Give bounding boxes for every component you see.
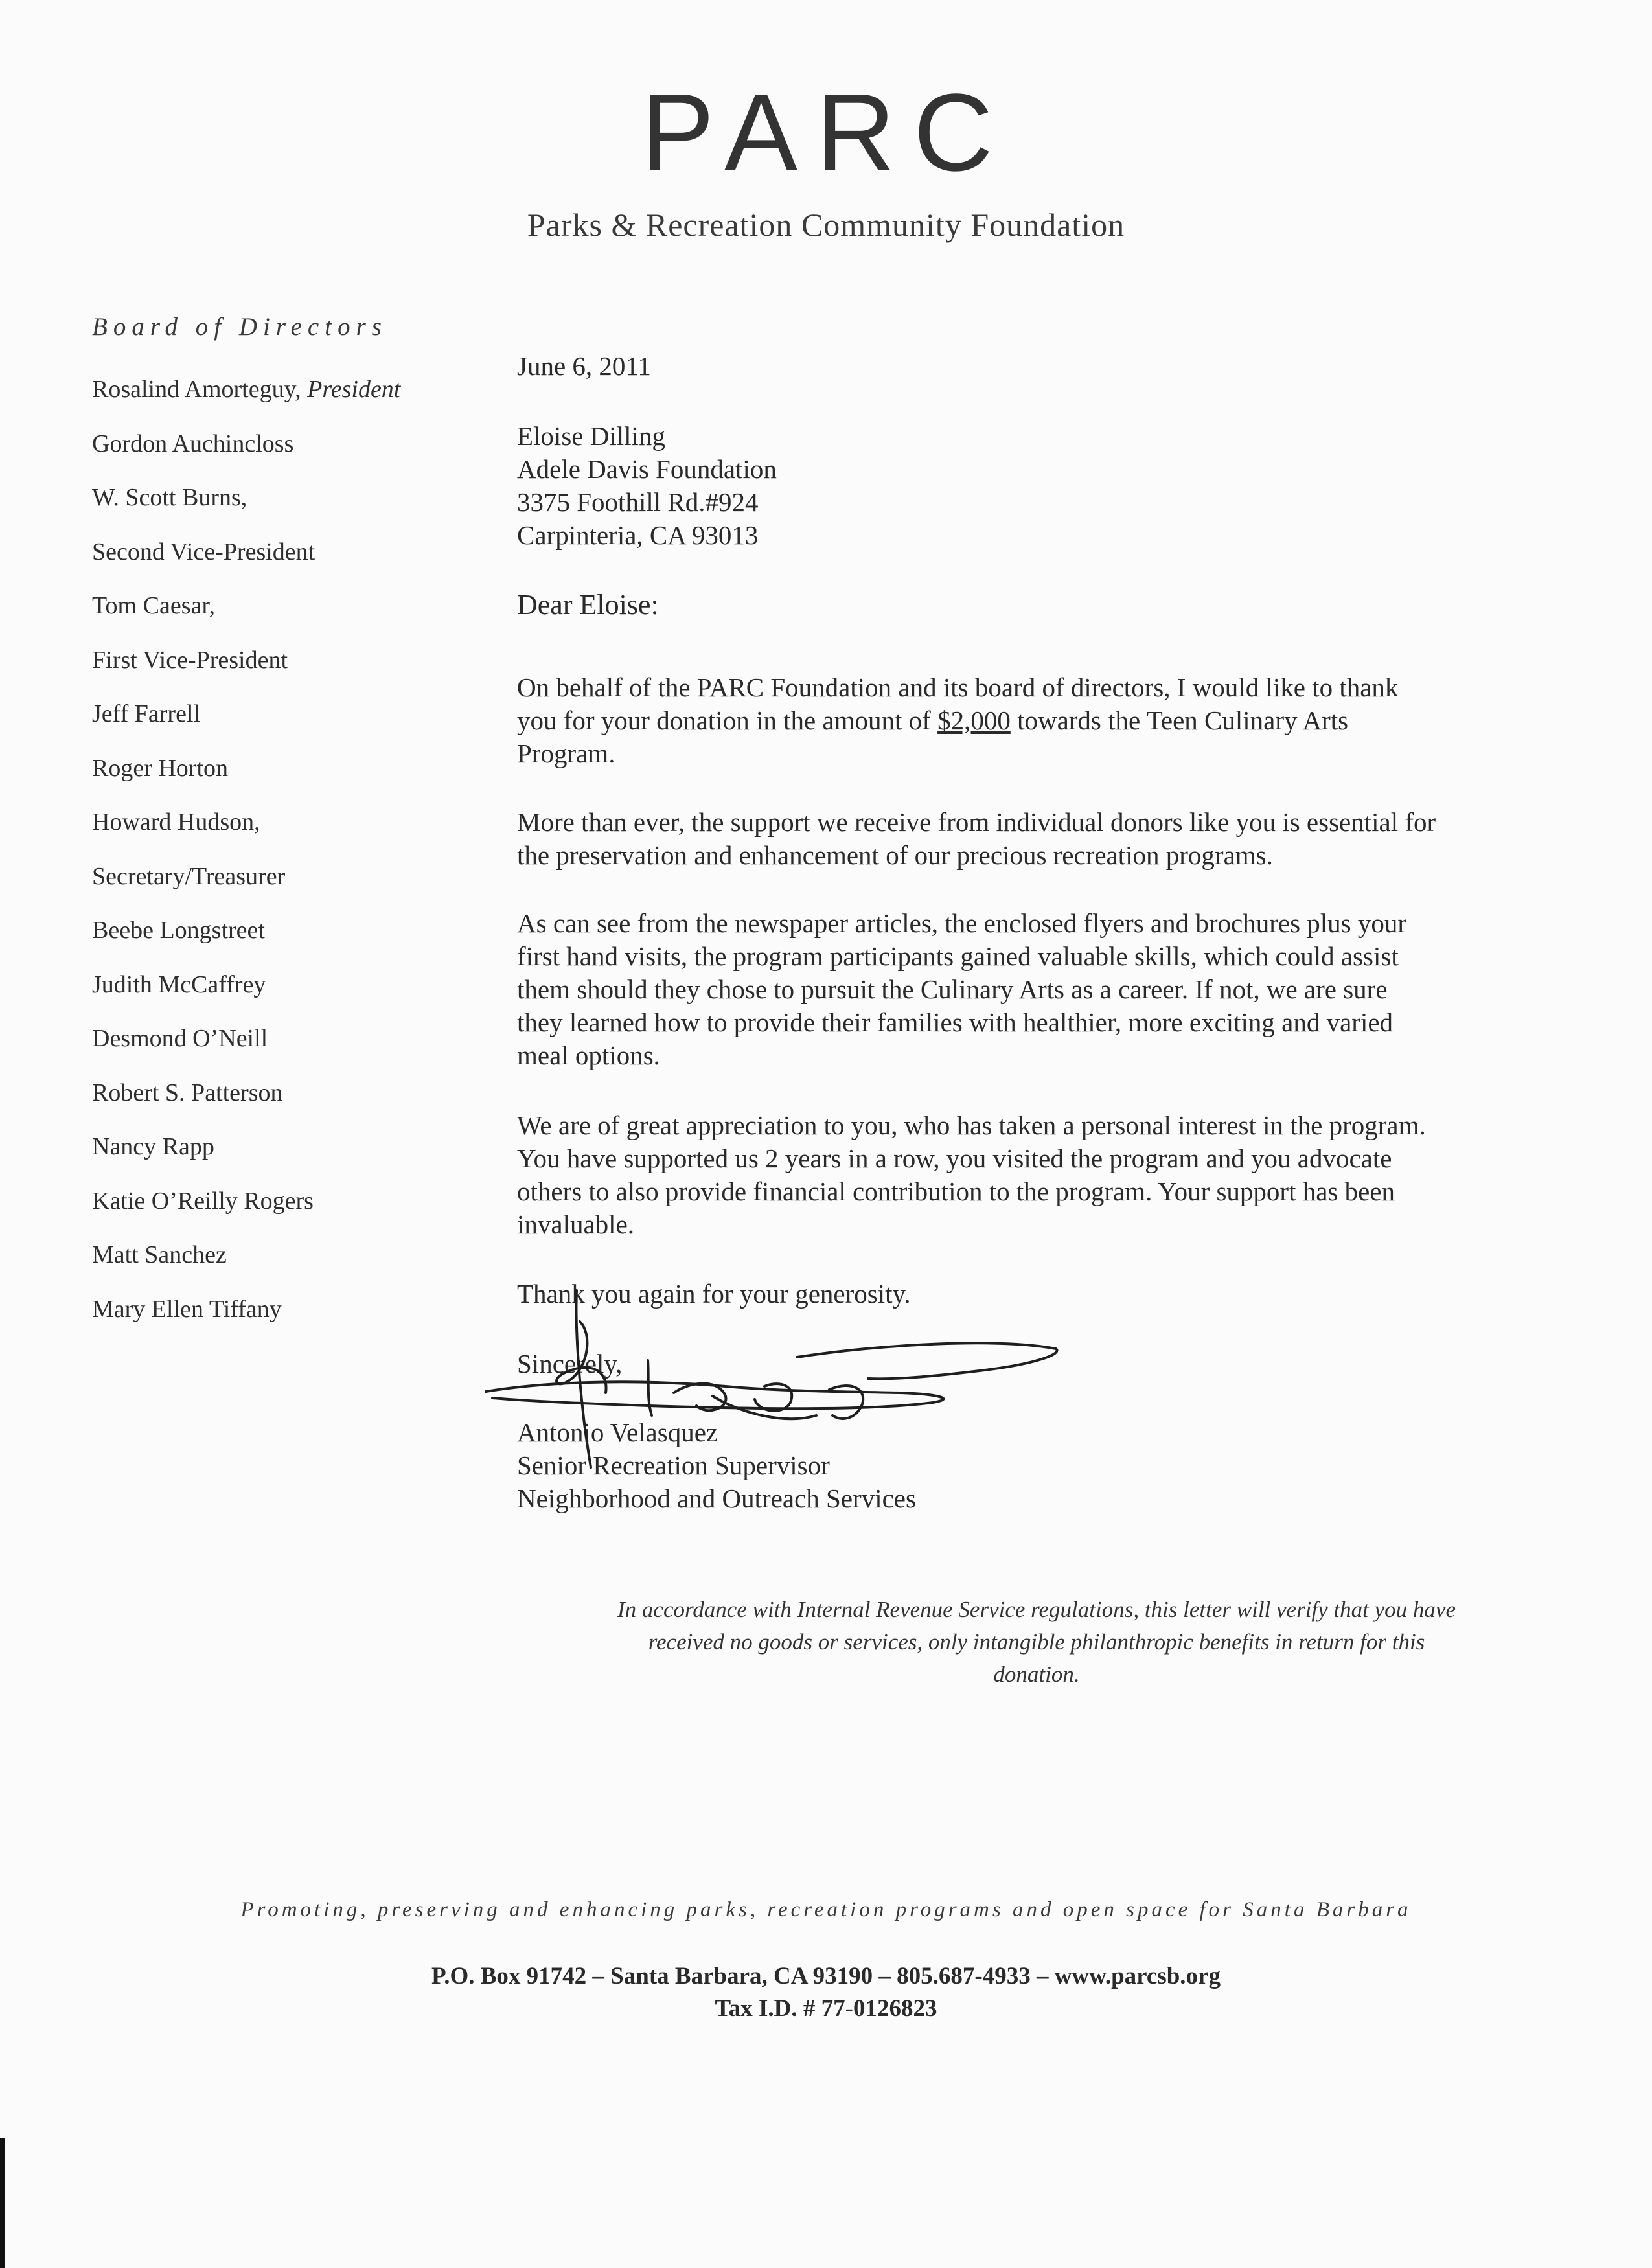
footer-contact — [0, 1960, 1652, 2025]
paragraph-line: As can see from the newspaper articles, the enclosed flyers and brochures plus your — [517, 908, 1407, 938]
paragraph-support — [517, 806, 1436, 872]
paragraph-line: them should they chose to pursuit the Culinary Arts as a career. If not, we are sure — [517, 974, 1388, 1004]
signer-department: Neighborhood and Outreach Services — [517, 1483, 916, 1513]
paragraph-line: others to also provide financial contribution to the program. Your support has been — [517, 1176, 1395, 1206]
footer-address: P.O. Box 91742 – Santa Barbara, CA 93190 – 805.687-4933 – www.parcsb.org — [431, 1963, 1221, 1989]
board-member: Howard Hudson, — [92, 808, 260, 836]
handwritten-signature — [479, 1283, 1062, 1471]
paragraph-line: invaluable. — [517, 1209, 635, 1239]
paragraph-line: meal options. — [517, 1040, 660, 1070]
paragraph-appreciation — [517, 1109, 1426, 1241]
president-role: President — [307, 376, 401, 403]
paragraph-line: the preservation and enhancement of our precious recreation programs. — [517, 840, 1273, 870]
recipient-address — [517, 420, 777, 552]
board-member: Matt Sanchez — [92, 1241, 227, 1268]
board-member-role: First Vice-President — [92, 646, 288, 674]
board-member: Gordon Auchincloss — [92, 430, 294, 457]
closing: Sincerely, — [517, 1349, 623, 1379]
board-member-role: Second Vice-President — [92, 538, 315, 566]
board-member: Desmond O’Neill — [92, 1025, 268, 1052]
recipient-name: Eloise Dilling — [517, 421, 665, 451]
signer-title: Senior Recreation Supervisor — [517, 1450, 830, 1480]
board-member: Katie O’Reilly Rogers — [92, 1187, 314, 1215]
scan-edge-mark — [0, 2138, 5, 2268]
board-member: W. Scott Burns, — [92, 484, 247, 511]
paragraph-text: you for your donation in the amount of — [517, 705, 938, 735]
recipient-city: Carpinteria, CA 93013 — [517, 520, 759, 550]
signer-name: Antonio Velasquez — [517, 1417, 718, 1447]
board-member: Nancy Rapp — [92, 1133, 214, 1160]
parc-logo: PARC — [641, 71, 1011, 194]
paragraph-line: You have supported us 2 years in a row, you visited the program and you advocate — [517, 1143, 1392, 1173]
footer-tax-id: Tax I.D. # 77-0126823 — [715, 1995, 937, 2022]
paragraph-line: On behalf of the PARC Foundation and its board of directors, I would like to thank — [517, 672, 1399, 702]
board-member: Robert S. Patterson — [92, 1079, 283, 1106]
disclaimer-line: donation. — [993, 1662, 1080, 1687]
board-member: Tom Caesar, — [92, 592, 215, 619]
letter-date: June 6, 2011 — [517, 351, 651, 381]
disclaimer-line: received no goods or services, only intangible philanthropic benefits in return for this — [648, 1629, 1425, 1655]
board-member: Roger Horton — [92, 754, 229, 782]
board-member: Jeff Farrell — [92, 700, 201, 727]
board-list — [92, 363, 400, 1336]
board-heading: Board of Directors — [92, 313, 387, 341]
salutation: Dear Eloise: — [517, 589, 659, 621]
president-name: Rosalind Amorteguy, — [92, 376, 308, 403]
paragraph-program — [517, 907, 1406, 1072]
donation-amount: $2,000 — [937, 705, 1011, 735]
recipient-org: Adele Davis Foundation — [517, 454, 777, 484]
footer-tagline: Promoting, preserving and enhancing parks, recreation programs and open space for Santa Barbara — [240, 1898, 1412, 1921]
board-member-role: Secretary/Treasurer — [92, 862, 286, 890]
paragraph-line: We are of great appreciation to you, who has taken a personal interest in the program. — [517, 1110, 1426, 1140]
paragraph-line: they learned how to provide their families with healthier, more exciting and varied — [517, 1007, 1394, 1037]
disclaimer-line: In accordance with Internal Revenue Service regulations, this letter will verify that you have — [617, 1597, 1456, 1622]
board-member: Mary Ellen Tiffany — [92, 1295, 282, 1323]
paragraph-line: first hand visits, the program participants gained valuable skills, which could assist — [517, 941, 1399, 971]
board-member: Beebe Longstreet — [92, 917, 265, 944]
paragraph-line — [517, 704, 1398, 737]
paragraph-text: towards the Teen Culinary Arts — [1010, 705, 1349, 735]
board-member: Judith McCaffrey — [92, 970, 266, 998]
board-member-president — [92, 363, 400, 417]
paragraph-line: Program. — [517, 739, 615, 768]
paragraph-thanks — [517, 671, 1398, 770]
thanks-line: Thank you again for your generosity. — [517, 1279, 911, 1309]
paragraph-line: More than ever, the support we receive from individual donors like you is essential for — [517, 807, 1436, 837]
recipient-street: 3375 Foothill Rd.#924 — [517, 487, 759, 517]
organization-name: Parks & Recreation Community Foundation — [527, 207, 1125, 243]
irs-disclaimer — [505, 1594, 1568, 1691]
